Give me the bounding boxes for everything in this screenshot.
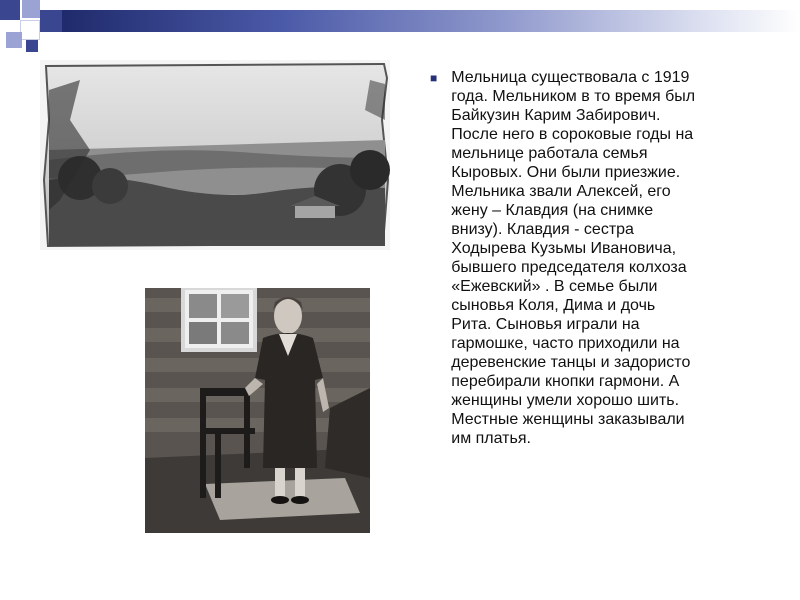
- history-paragraph: Мельница существовала с 1919 года. Мельником в то время был Байкузин Карим Забирович. После него в сороковые годы на мельнице работала семья Кыровых. Они были приезжие. Мельника звали Алексей, его жену – Клавдия (на снимке внизу). Клавдия - сестра Ходырева Кузьмы Ивановича, бывшего председателя колхоза «Ежевский» . В семье были сыновья Коля, Дима и дочь Рита. Сыновья играли на гармошке, часто приходили на деревенские танцы и задористо перебирали кнопки гармони. А женщины умели хорошо шить. Местные женщины заказывали им платья.: [451, 69, 696, 447]
- decor-square: [40, 10, 62, 32]
- decor-square: [0, 0, 20, 20]
- header-gradient-bar: [60, 10, 800, 32]
- decor-square: [6, 32, 22, 48]
- description-text-block: [430, 68, 770, 448]
- landscape-photo: [40, 60, 390, 250]
- decor-square: [22, 0, 40, 18]
- decor-square: [20, 20, 40, 40]
- woman-portrait-photo: [145, 288, 370, 533]
- decor-square: [26, 40, 38, 52]
- bullet-square-icon: ■: [430, 71, 438, 85]
